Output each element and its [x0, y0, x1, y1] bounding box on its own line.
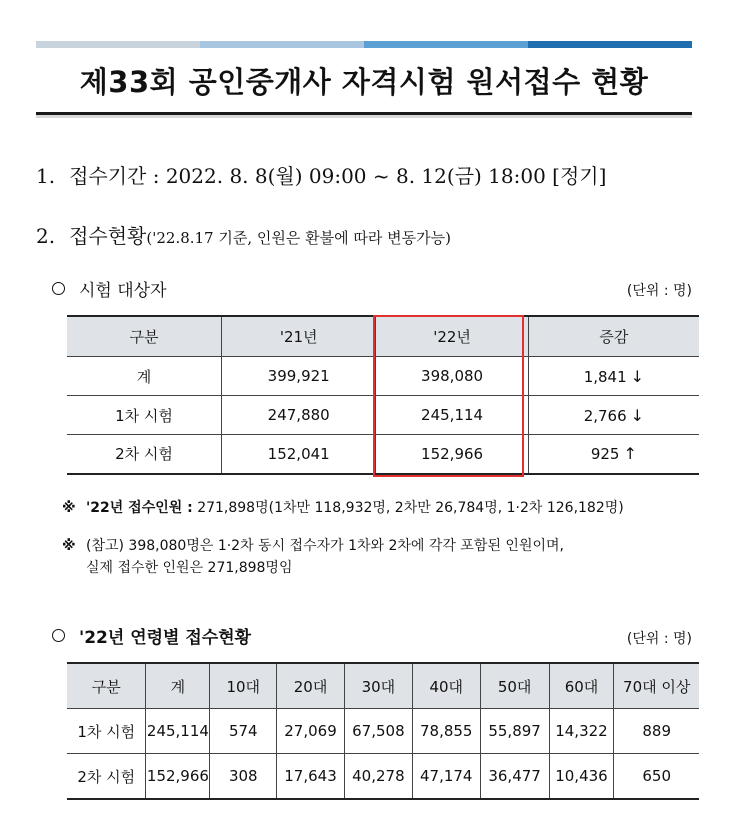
table-cell: 650: [614, 754, 699, 800]
table-cell: 47,174: [412, 754, 480, 800]
cell-2021: 399,921: [222, 357, 376, 396]
section-status: [36, 220, 451, 249]
cell-2022: 398,080: [376, 357, 528, 396]
column-header: 증감: [528, 316, 699, 357]
column-header: 70대 이상: [614, 663, 699, 709]
circle-bullet-icon: [52, 629, 65, 642]
table-cell: 14,322: [549, 709, 614, 754]
section-note: ('22.8.17 기준, 인원은 환불에 따라 변동가능): [146, 229, 451, 247]
row-label: 2차 시험: [67, 435, 222, 474]
row-label: 1차 시험: [67, 709, 146, 754]
reference-mark: ※: [62, 500, 76, 516]
row-label: 2차 시험: [67, 754, 146, 800]
subheading-label: 시험 대상자: [79, 281, 167, 301]
note-bold: '22년 접수인원 :: [86, 500, 193, 516]
table-cell: 152,966: [146, 754, 210, 800]
diff-value: 2,766: [583, 406, 627, 425]
column-header: '22년: [376, 316, 528, 357]
table-cell: 55,897: [480, 709, 549, 754]
section-text: : 2022. 8. 8(월) 09:00 ~ 8. 12(금) 18:00 [정기]: [146, 164, 607, 188]
title-banner: [36, 48, 692, 115]
arrow-down-icon: ↓: [630, 405, 645, 425]
column-header: 30대: [344, 663, 412, 709]
column-header: '21년: [222, 316, 376, 357]
cell-2021: 247,880: [222, 396, 376, 435]
column-header: 40대: [412, 663, 480, 709]
note-reference: [62, 535, 564, 579]
circle-bullet-icon: [52, 282, 65, 295]
subheading-candidates: [52, 276, 167, 301]
candidates-table: [67, 315, 699, 475]
note-text: (참고) 398,080명은 1·2차 동시 접수자가 1차와 2차에 각각 포함된 인원이며,: [86, 538, 564, 554]
column-header: 10대: [210, 663, 277, 709]
column-header: 구분: [67, 316, 222, 357]
note-text: 실제 접수한 인원은 271,898명임: [86, 560, 293, 576]
column-header: 구분: [67, 663, 146, 709]
subheading-label: '22년 연령별 접수현황: [79, 628, 252, 648]
section-label: 접수현황: [69, 224, 147, 248]
note-applicants: [62, 497, 624, 519]
page-title: 제33회 공인중개사 자격시험 원서접수 현황: [79, 64, 649, 99]
table-cell: 889: [614, 709, 699, 754]
title-color-strip: [36, 41, 692, 48]
column-header: 20대: [277, 663, 345, 709]
section-number: 1.: [36, 164, 56, 188]
reference-mark: ※: [62, 538, 76, 554]
unit-label: (단위 : 명): [626, 283, 692, 299]
subheading-age: [52, 623, 251, 648]
table-row: [67, 357, 699, 396]
table-cell: 574: [210, 709, 277, 754]
table-header-row: [67, 316, 699, 357]
arrow-down-icon: ↓: [630, 366, 645, 386]
strip-segment: [528, 41, 692, 48]
table-cell: 245,114: [146, 709, 210, 754]
table-cell: 10,436: [549, 754, 614, 800]
row-label: 계: [67, 357, 222, 396]
arrow-up-icon: ↑: [623, 444, 637, 464]
cell-diff: [528, 435, 699, 474]
column-header: 계: [146, 663, 210, 709]
section-label: 접수기간: [69, 164, 147, 188]
cell-2022: 245,114: [376, 396, 528, 435]
table-cell: 40,278: [344, 754, 412, 800]
cell-2021: 152,041: [222, 435, 376, 474]
table-cell: 308: [210, 754, 277, 800]
section-period: [36, 160, 606, 189]
table-row: [67, 435, 699, 474]
cell-diff: [528, 357, 699, 396]
table-cell: 67,508: [344, 709, 412, 754]
note-text: 271,898명(1차만 118,932명, 2차만 26,784명, 1·2차 126,182명): [192, 500, 624, 516]
section-number: 2.: [36, 224, 56, 248]
table-cell: 27,069: [277, 709, 345, 754]
strip-segment: [364, 41, 528, 48]
column-header: 60대: [549, 663, 614, 709]
table-cell: 36,477: [480, 754, 549, 800]
table-row: [67, 396, 699, 435]
table-cell: 78,855: [412, 709, 480, 754]
unit-label: (단위 : 명): [626, 631, 692, 647]
table-cell: 17,643: [277, 754, 345, 800]
strip-segment: [36, 41, 200, 48]
table-row: [67, 754, 699, 800]
table-header-row: [67, 663, 699, 709]
cell-diff: [528, 396, 699, 435]
age-table: [67, 662, 699, 800]
diff-value: 925: [590, 445, 620, 464]
table-row: [67, 709, 699, 754]
diff-value: 1,841: [583, 367, 627, 386]
strip-segment: [200, 41, 364, 48]
cell-2022: 152,966: [376, 435, 528, 474]
column-header: 50대: [480, 663, 549, 709]
row-label: 1차 시험: [67, 396, 222, 435]
